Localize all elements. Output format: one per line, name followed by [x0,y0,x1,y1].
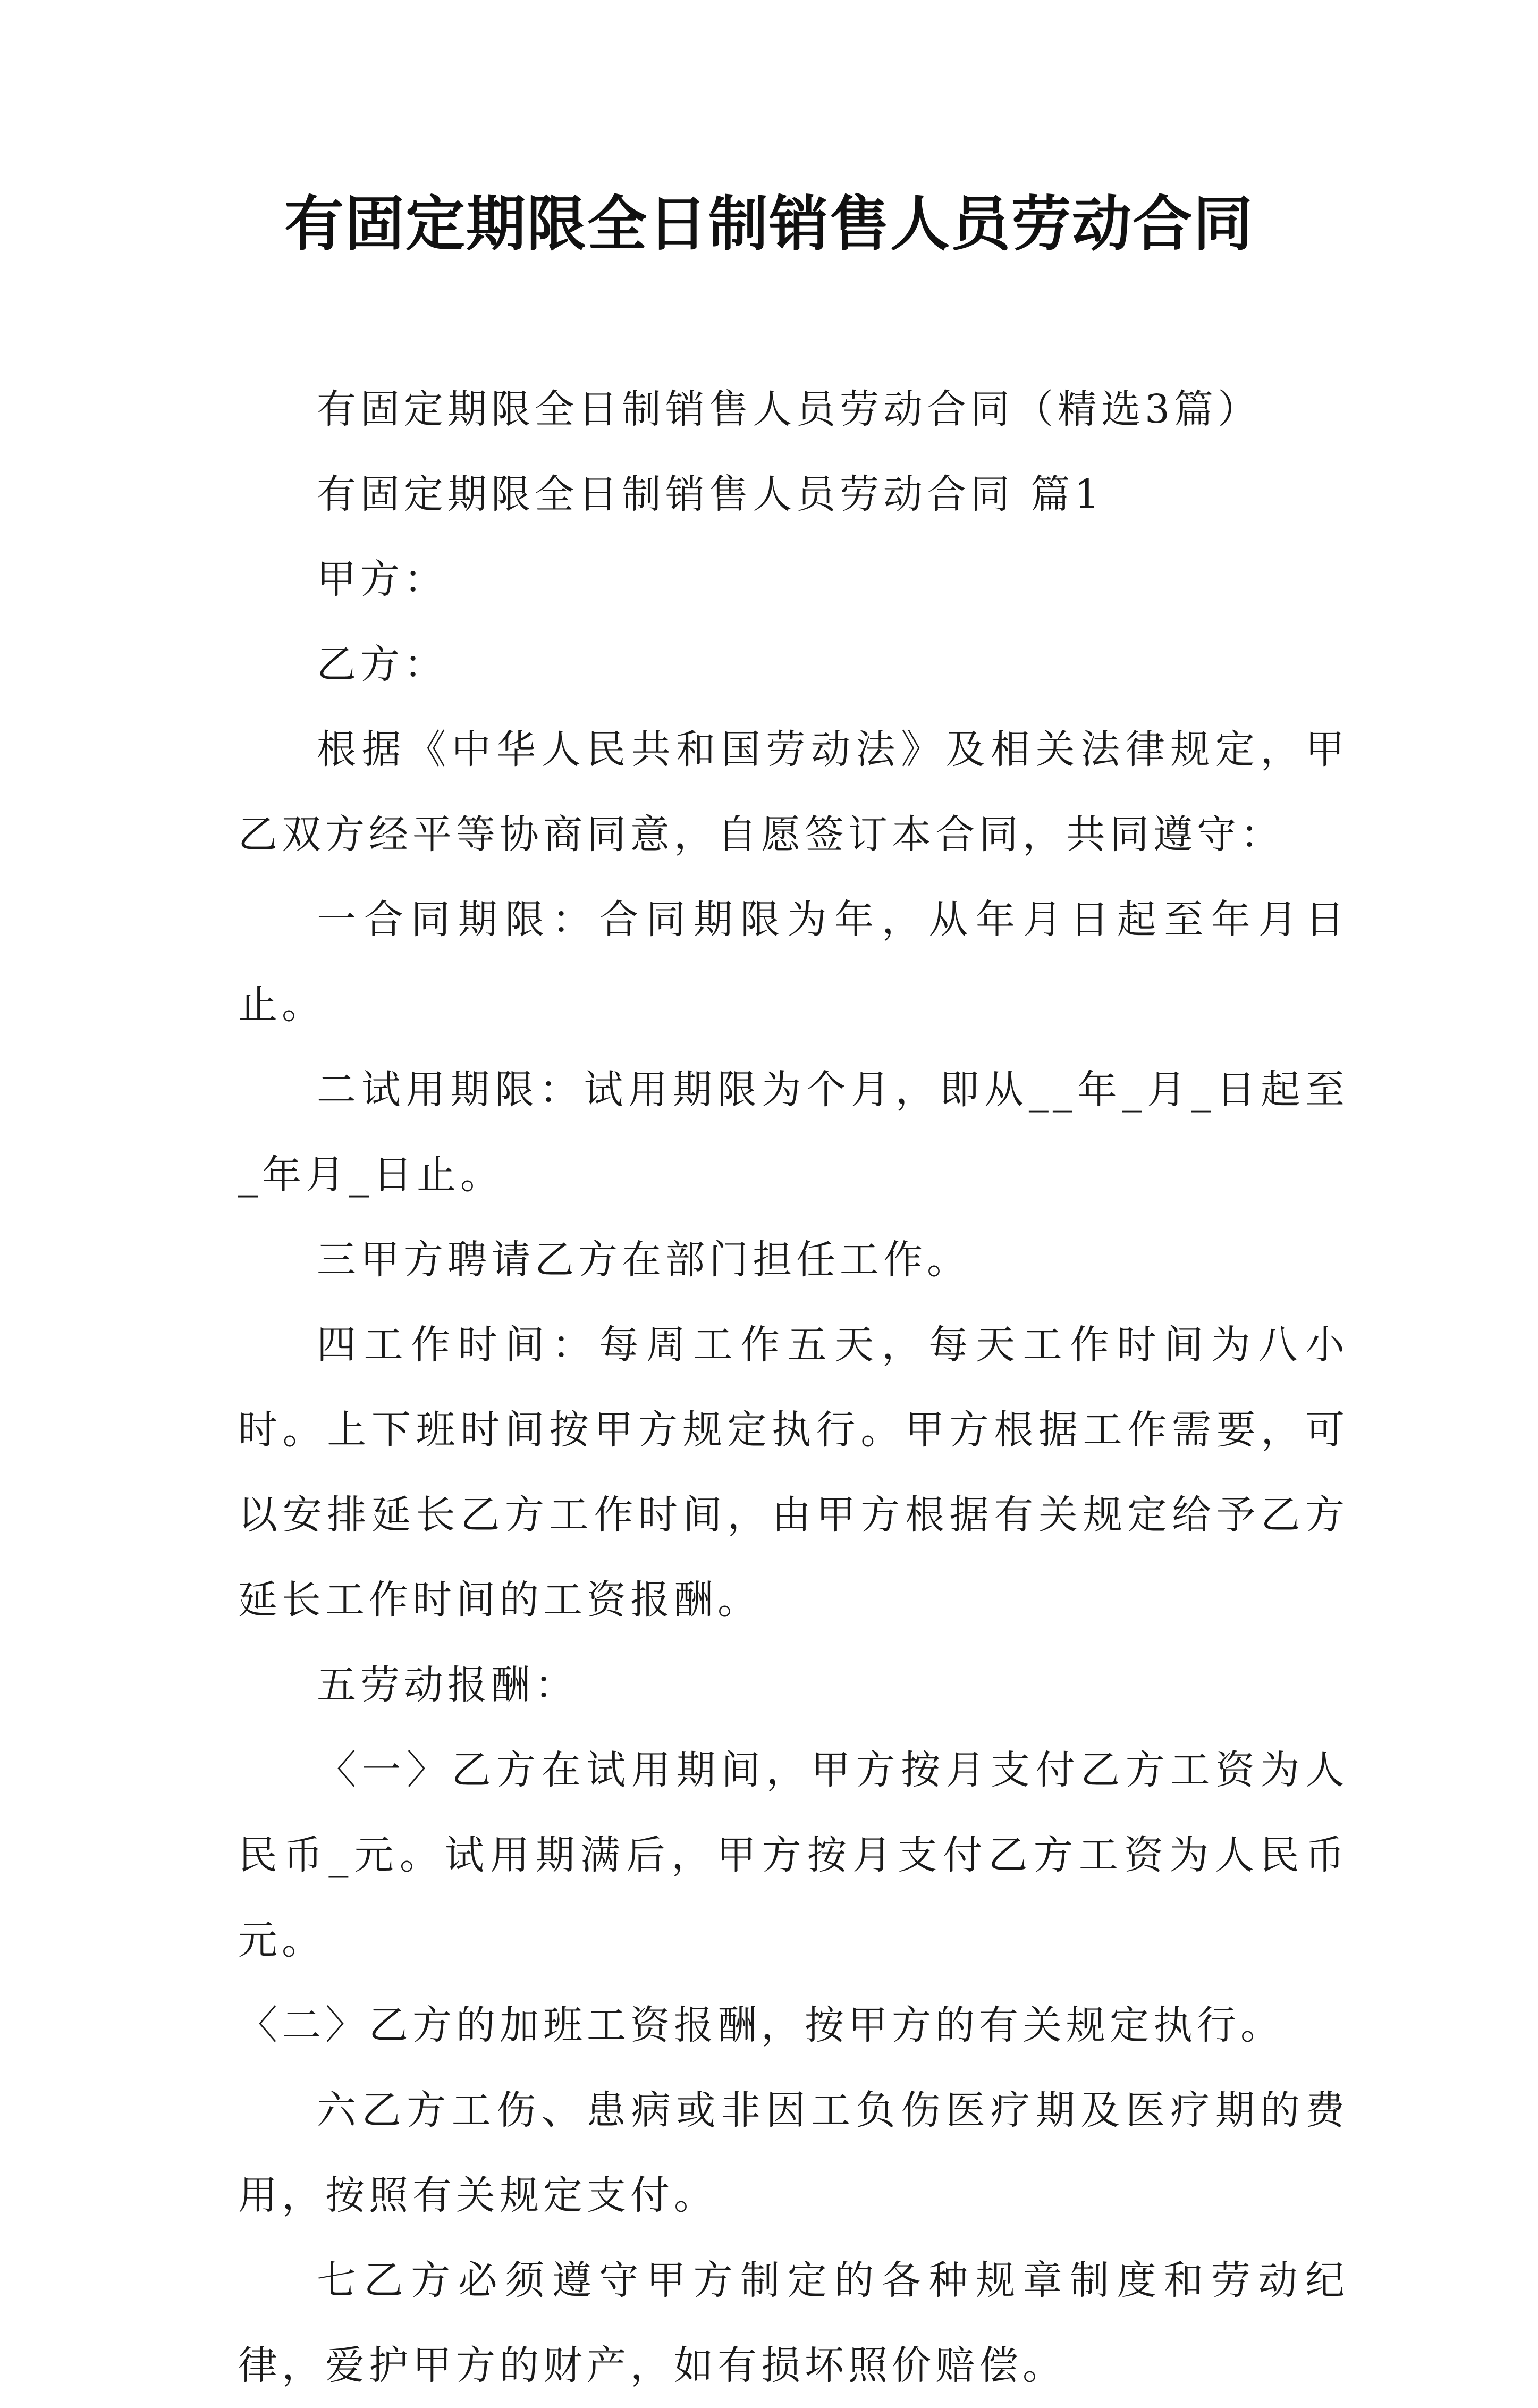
document-body [238,367,1349,2408]
paragraph-party-a: 甲方： [317,557,447,602]
paragraph-clause-5-2: 〈二〉乙方的加班工资报酬，按甲方的有关规定执行。 [238,2002,1284,2048]
paragraph-section-heading: 有固定期限全日制销售人员劳动合同 篇1 [317,472,1104,517]
paragraph-clause-4: 四工作时间：每周工作五天，每天工作时间为八小时。上下班时间按甲方规定执行。甲方根据工作需要，可以安排延长乙方工作时间，由甲方根据有关规定给予乙方延长工作时间的工资报酬。 [238,1322,1349,1623]
paragraph-clause-5: 五劳动报酬： [317,1662,578,1708]
paragraph-clause-1: 一合同期限：合同期限为年，从年月日起至年月日止。 [238,897,1349,1028]
paragraph-clause-6: 六乙方工伤、患病或非因工负伤医疗期及医疗期的费用，按照有关规定支付。 [238,2087,1349,2218]
paragraph-clause-7: 七乙方必须遵守甲方制定的各种规章制度和劳动纪律，爱护甲方的财产，如有损坏照价赔偿。 [238,2258,1349,2388]
paragraph-preamble: 根据《中华人民共和国劳动法》及相关法律规定，甲乙双方经平等协商同意，自愿签订本合同，共同遵守： [238,727,1349,857]
paragraph-subtitle: 有固定期限全日制销售人员劳动合同（精选3篇） [317,386,1262,432]
paragraph-clause-5-1: 〈一〉乙方在试用期间，甲方按月支付乙方工资为人民币_元。试用期满后，甲方按月支付乙方工资为人民币元。 [238,1747,1349,1963]
document-title: 有固定期限全日制销售人员劳动合同 [284,189,1254,259]
paragraph-clause-3: 三甲方聘请乙方在部门担任工作。 [317,1237,970,1283]
paragraph-party-b: 乙方： [317,642,447,687]
paragraph-clause-2: 二试用期限：试用期限为个月，即从__年_月_日起至_年月_日止。 [238,1067,1349,1198]
